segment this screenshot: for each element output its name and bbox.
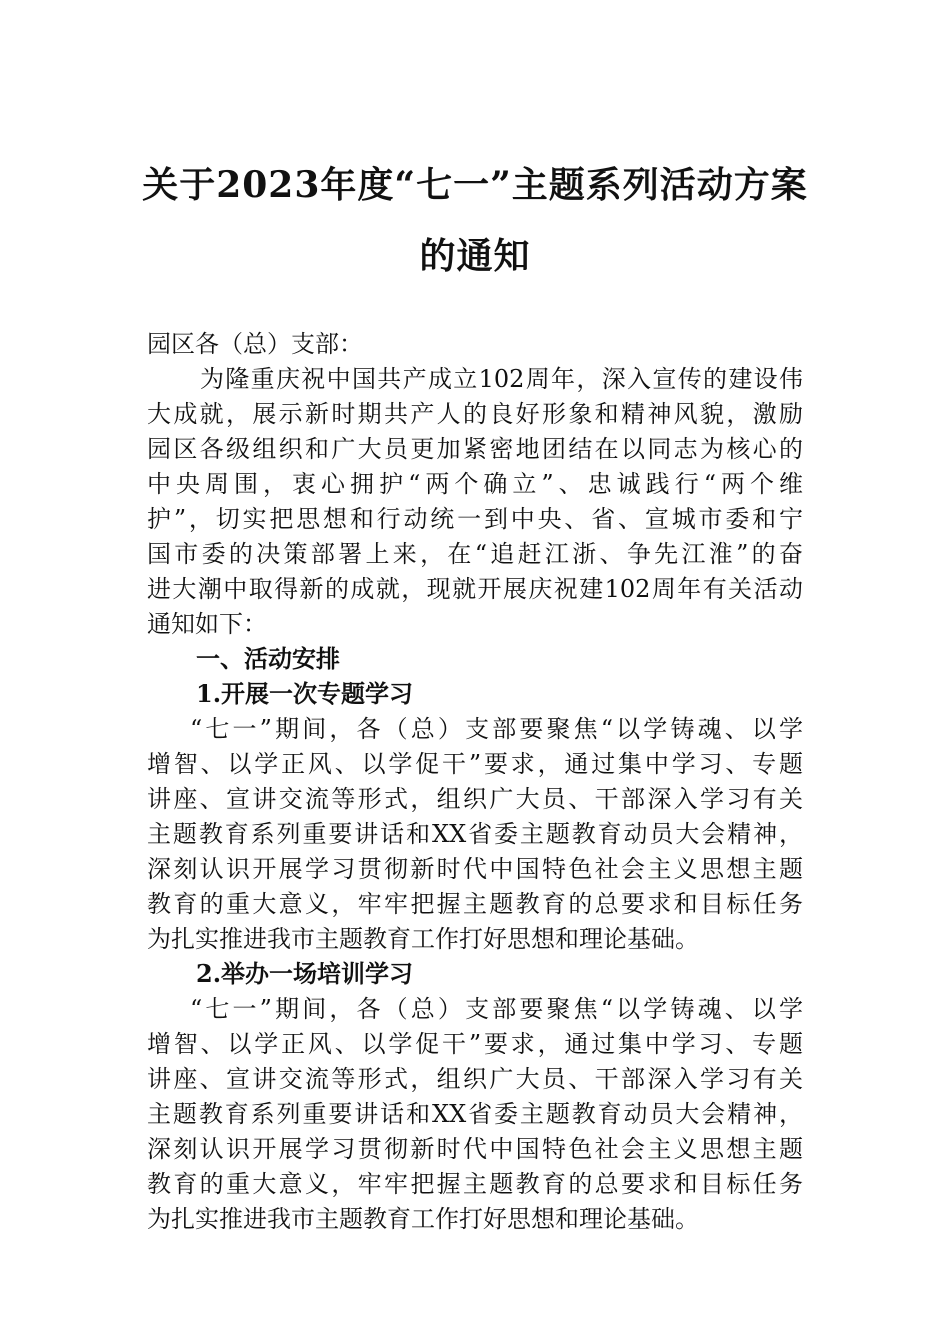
section-heading: 一、活动安排 [196, 644, 340, 673]
intro-line: 为隆重庆祝中国共产成立102周年，深入宣传的建设伟 [200, 365, 803, 393]
item1-line: 教育的重大意义，牢牢把握主题教育的总要求和目标任务 [147, 890, 803, 918]
intro-line: 大成就，展示新时期共产人的良好形象和精神风貌，激励 [147, 400, 803, 428]
intro-line: 园区各级组织和广大员更加紧密地团结在以同志为核心的 [147, 435, 803, 463]
intro-line: 中央周围，衷心拥护“两个确立”、忠诚践行“两个维 [147, 470, 803, 498]
item1-line: 增智、以学正风、以学促干”要求，通过集中学习、专题 [147, 750, 803, 778]
document-title-line-1: 关于2023年度“七一”主题系列活动方案 [142, 164, 808, 206]
item2-line: 增智、以学正风、以学促干”要求，通过集中学习、专题 [147, 1030, 803, 1058]
item1-line: 为扎实推进我市主题教育工作打好思想和理论基础。 [147, 925, 699, 953]
item2-line: 主题教育系列重要讲话和XX省委主题教育动员大会精神， [147, 1100, 803, 1128]
item2-line: 深刻认识开展学习贯彻新时代中国特色社会主义思想主题 [147, 1135, 803, 1163]
item1-heading: 1.开展一次专题学习 [196, 679, 414, 708]
item2-line: 为扎实推进我市主题教育工作打好思想和理论基础。 [147, 1205, 699, 1233]
document-title-line-2: 的通知 [419, 235, 531, 277]
intro-line: 护”，切实把思想和行动统一到中央、省、宣城市委和宁 [147, 505, 803, 533]
item2-line: 讲座、宣讲交流等形式，组织广大员、干部深入学习有关 [147, 1065, 803, 1093]
intro-line: 国市委的决策部署上来，在“追赶江浙、争先江淮”的奋 [147, 540, 803, 568]
item1-line: 主题教育系列重要讲话和XX省委主题教育动员大会精神， [147, 820, 803, 848]
item2-heading: 2.举办一场培训学习 [196, 959, 414, 988]
intro-line: 通知如下： [147, 610, 267, 638]
item2-line: “七一”期间，各（总）支部要聚焦“以学铸魂、以学 [190, 995, 803, 1023]
item1-line: “七一”期间，各（总）支部要聚焦“以学铸魂、以学 [190, 715, 803, 743]
salutation: 园区各（总）支部： [147, 330, 363, 358]
item2-line: 教育的重大意义，牢牢把握主题教育的总要求和目标任务 [147, 1170, 803, 1198]
item1-line: 深刻认识开展学习贯彻新时代中国特色社会主义思想主题 [147, 855, 803, 883]
item1-line: 讲座、宣讲交流等形式，组织广大员、干部深入学习有关 [147, 785, 803, 813]
intro-line: 进大潮中取得新的成就，现就开展庆祝建102周年有关活动 [147, 575, 803, 603]
